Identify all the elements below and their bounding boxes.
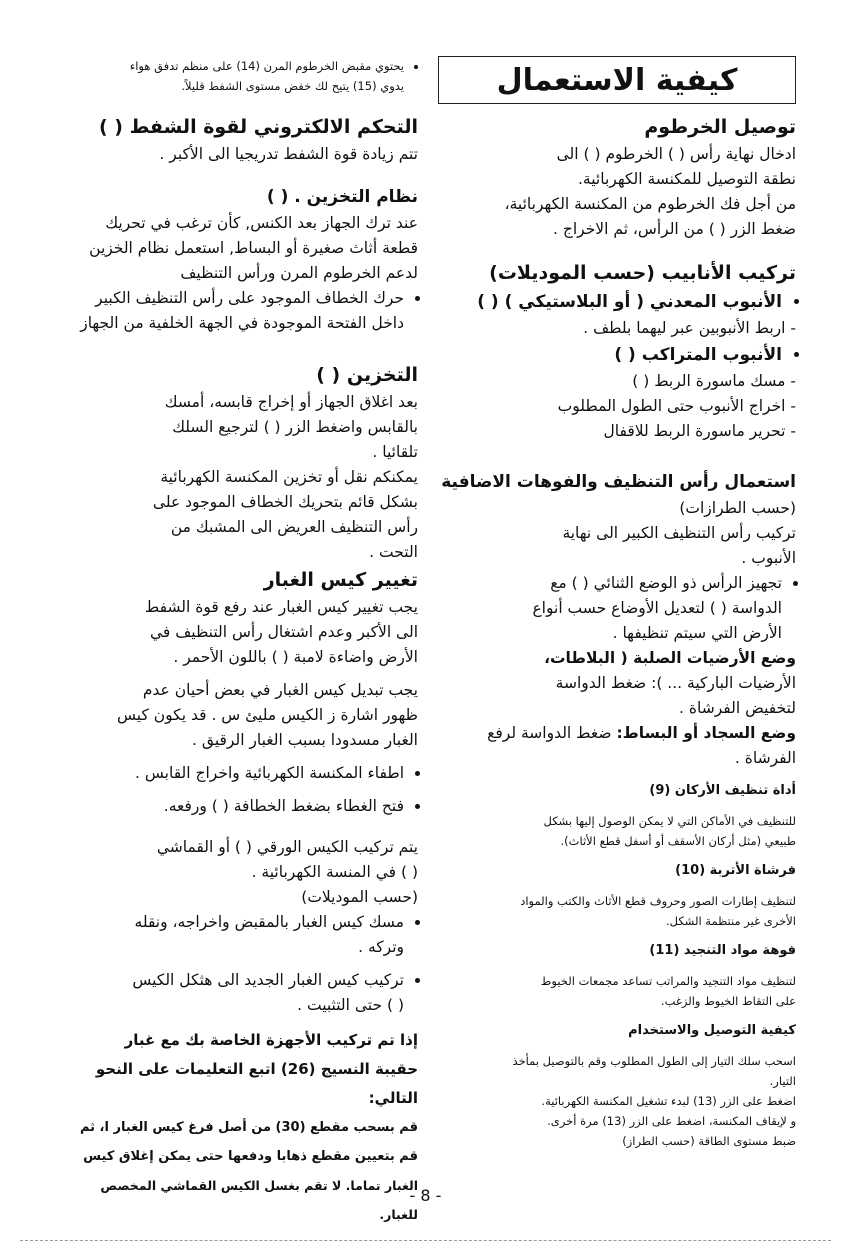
- dust-bag-bullet: • اطفاء المكنسة الكهربائية واخراج القابس .: [60, 761, 404, 786]
- dust-brush-line: الأخرى غير منتظمة الشكل.: [665, 914, 796, 928]
- dust-bag-bullet-line: وتركه .: [358, 938, 404, 956]
- hose-line: ضغط الزر ( ) من الرأس، ثم الاخراج .: [553, 220, 796, 238]
- hose-line: نطقة التوصيل للمكنسة الكهربائية.: [578, 170, 796, 188]
- upholstery-heading: فوهة مواد التنجيد (11): [649, 943, 796, 958]
- storage-line: رأس التنظيف العريض الى المشبك من: [170, 518, 418, 536]
- dust-bag-line: الأرض واضاءة لامبة ( ) باللون الأحمر .: [173, 648, 418, 666]
- usage-line: اسحب سلك التيار إلى الطول المطلوب وقم بالتوصيل بمأخذ: [512, 1054, 796, 1068]
- hard-floor-line: لتخفيض الفرشاة .: [679, 699, 796, 717]
- carpet-line: [438, 721, 796, 746]
- dual-head-line: الدواسة ( ) لتعديل الأوضاع حسب أنواع: [532, 599, 782, 617]
- crevice-line: طبيعي (مثل أركان الأسقف أو أسفل قطع الأثاث).: [560, 834, 796, 848]
- intro-item: [60, 56, 404, 96]
- hard-floor-line: الأرضيات الباركية ... ): ضغط الدواسة: [555, 674, 796, 692]
- dual-head-line: الأرض التي سيتم تنظيفها .: [612, 624, 782, 642]
- hard-floor-heading: وضع الأرضيات الصلبة ( البلاطات،: [544, 649, 796, 667]
- storage-line: بالقابس واضغط الزر ( ) لترجيع السلك: [172, 418, 418, 436]
- usage-line: اضغط على الزر (13) لبدء تشغيل المكنسة الكهربائية.: [541, 1094, 796, 1108]
- dust-bag-bullet: • فتح الغطاء بضغط الخطافة ( ) ورفعه.: [60, 794, 404, 819]
- electronic-control-text: تتم زيادة قوة الشفط تدريجيا الى الأكبر .: [159, 145, 418, 163]
- nozzle-line: تركيب رأس التنظيف الكبير الى نهاية: [562, 524, 796, 542]
- tubes-heading: تركيب الأنابيب (حسب الموديلات): [489, 262, 796, 284]
- telescopic-tube-item: • الأنبوب المتراكب ( ): [438, 341, 782, 369]
- telescopic-line: - مسك ماسورة الربط ( ): [632, 372, 796, 390]
- right-column: [438, 56, 796, 1151]
- storage-system-line: عند ترك الجهاز بعد الكنس, كأن ترغب في تحريك: [105, 214, 418, 232]
- dual-head-item: [438, 571, 782, 646]
- nozzle-line: (حسب الطرازات): [679, 499, 796, 517]
- page-title: كيفية الاستعمال: [438, 56, 796, 104]
- dust-bag-heading: تغيير كيس الغبار: [263, 569, 418, 591]
- dust-bag-bullet-line: تركيب كيس الغبار الجديد الى هثكل الكيس: [132, 971, 404, 989]
- dust-bag-line: الى الأكبر وعدم اشتغال رأس التنظيف في: [149, 623, 418, 641]
- hose-line: ادخال نهاية رأس ( ) الخرطوم ( ) الى: [556, 145, 796, 163]
- left-column: [60, 56, 418, 1229]
- crevice-tool-heading: أداة تنظيف الأركان (9): [649, 783, 796, 798]
- carpet-text: ضغط الدواسة لرفع: [487, 724, 617, 742]
- hose-heading: توصيل الخرطوم: [644, 116, 796, 138]
- intro-line: يدوي (15) يتيح لك خفض مستوى الشفط قليلاً.: [181, 79, 404, 93]
- dust-brush-line: لتنظيف إطارات الصور وحروف قطع الأثاث والكتب والمواد: [520, 894, 796, 908]
- usage-line: ضبط مستوى الطاقة (حسب الطراز): [622, 1134, 796, 1148]
- paper-bag-line: ( ) في المنسة الكهربائية .: [251, 863, 418, 881]
- carpet-heading: وضع السجاد أو البساط:: [616, 724, 796, 742]
- dust-bag-bullet: [60, 910, 404, 960]
- upholstery-line: على التقاط الخيوط والزغب.: [660, 994, 796, 1008]
- fabric-bag-line: حقيبة النسيج (26) اتبع التعليمات على النحو التالي:: [95, 1060, 418, 1107]
- page-bottom-divider: [20, 1240, 831, 1241]
- storage-system-line: قطعة أثاث صغيرة أو البساط, استعمل نظام الخزين: [89, 239, 418, 257]
- paper-bag-line: يتم تركيب الكيس الورقي ( ) أو القماشي: [156, 838, 418, 856]
- storage-system-bullet: [60, 286, 404, 336]
- storage-system-line: لدعم الخرطوم المرن ورأس التنظيف: [180, 264, 418, 282]
- storage-system-bullet-line: حرك الخطاف الموجود على رأس التنظيف الكبير: [95, 289, 404, 307]
- storage-heading: التخزين ( ): [316, 364, 418, 386]
- dust-bag-bullet-line: ( ) حتى التثبيت .: [297, 996, 404, 1014]
- storage-line: بعد اغلاق الجهاز أو إخراج قابسه، أمسك: [164, 393, 418, 411]
- dust-bag-line: يجب تغيير كيس الغبار عند رفع قوة الشفط: [144, 598, 418, 616]
- fabric-bag-line: الغبار تماما. لا تقم بغسل الكيس القماشي المخصص للغبار.: [100, 1178, 418, 1222]
- dust-bag-line: يجب تبديل كيس الغبار في بعض أحيان عدم: [142, 681, 418, 699]
- fabric-bag-line: قم بسحب مقطع (30) من أصل فرغ كيس الغبار ا، ثم: [79, 1120, 418, 1135]
- crevice-line: للتنظيف في الأماكن التي لا يمكن الوصول إليها بشكل: [543, 814, 796, 828]
- dual-head-line: تجهيز الرأس ذو الوضع الثنائي ( ) مع: [550, 574, 782, 592]
- storage-system-heading: نظام التخزين . ( ): [266, 187, 418, 207]
- hose-line: من أجل فك الخرطوم من المكنسة الكهربائية،: [504, 195, 796, 213]
- usage-line: التيار.: [769, 1074, 796, 1088]
- carpet-text-end: الفرشاة .: [734, 749, 796, 767]
- dust-bag-bullet-line: مسك كيس الغبار بالمقبض واخراجه، ونقله: [134, 913, 404, 931]
- dust-brush-heading: فرشاة الأتربة (10): [675, 863, 796, 878]
- fabric-bag-line: إذا تم تركيب الأجهزة الخاصة بك مع غبار: [124, 1031, 418, 1049]
- storage-line: التحت .: [369, 543, 418, 561]
- paper-bag-line: (حسب الموديلات): [301, 888, 418, 906]
- fabric-bag-line: قم بتعيين مقطع ذهابا ودفعها حتى يمكن إغلاق كيس: [83, 1149, 418, 1164]
- storage-line: يمكنكم نقل أو تخزين المكنسة الكهربائية: [160, 468, 418, 486]
- metal-tube-item: • الأنبوب المعدني ( أو البلاستيكي ) ( ): [438, 288, 782, 316]
- storage-line: بشكل قائم بتحريك الخطاف الموجود على: [152, 493, 418, 511]
- storage-system-bullet-line: داخل الفتحة الموجودة في الجهة الخلفية من الجهاز: [80, 314, 404, 332]
- dust-bag-bullet: [60, 968, 404, 1018]
- storage-line: تلقائيا .: [372, 443, 418, 461]
- intro-line: يحتوي مقبض الخرطوم المرن (14) على منظم تدفق هواء: [129, 59, 404, 73]
- electronic-control-heading: التحكم الالكتروني لقوة الشفط ( ): [98, 116, 418, 138]
- dust-bag-line: ظهور اشارة ز الكيس مليئ س . قد يكون كيس: [117, 706, 418, 724]
- telescopic-line: - اخراج الأنبوب حتى الطول المطلوب: [557, 397, 796, 415]
- nozzle-heading: استعمال رأس التنظيف والفوهات الاضافية: [441, 472, 796, 492]
- page-number: - 8 -: [409, 1186, 442, 1205]
- upholstery-line: لتنظيف مواد التنجيد والمراتب تساعد مجمعات الخيوط: [540, 974, 796, 988]
- usage-heading: كيفية التوصيل والاستخدام: [628, 1023, 796, 1038]
- telescopic-line: - تحرير ماسورة الربط للاقفال: [603, 422, 796, 440]
- usage-line: و لإيقاف المكنسة، اضغط على الزر (13) مرة أخرى.: [547, 1114, 796, 1128]
- nozzle-line: الأنبوب .: [741, 549, 796, 567]
- dust-bag-line: الغبار مسدودا بسبب الغبار الرقيق .: [192, 731, 418, 749]
- metal-tube-text: - اربط الأنبوبين عبر ليهما بلطف .: [583, 319, 796, 337]
